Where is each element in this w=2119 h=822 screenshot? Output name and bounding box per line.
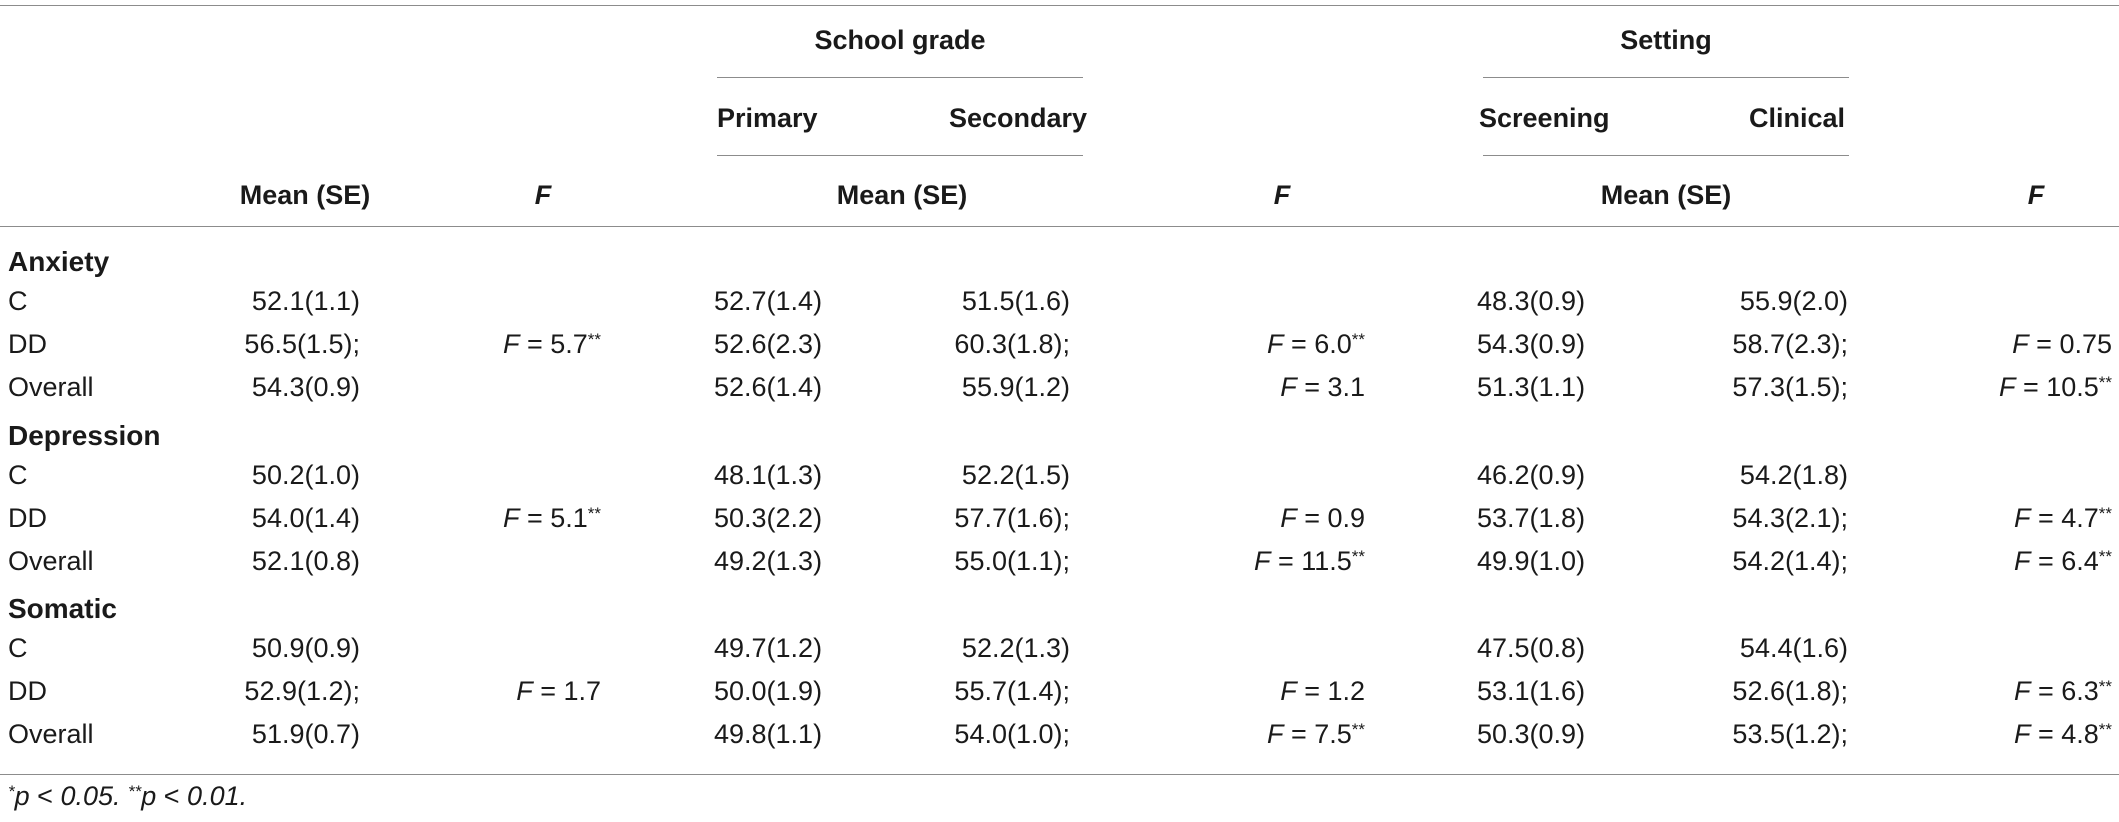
school-grade-rule [717, 77, 1083, 78]
cell-secondary: 55.7(1.4); [954, 676, 1070, 706]
cell-f3: F = 4.7** [2013, 503, 2112, 533]
cell-primary: 49.8(1.1) [714, 719, 823, 749]
header-f-overall: F [534, 180, 552, 210]
header-f-school: F [1273, 180, 1291, 210]
cell-f2: F = 6.0** [1266, 329, 1365, 359]
cell-mean: 54.0(1.4) [251, 503, 360, 533]
cell-primary: 52.7(1.4) [714, 286, 823, 316]
cell-primary: 50.0(1.9) [714, 676, 823, 706]
cell-screening: 46.2(0.9) [1477, 460, 1586, 490]
setting-rule [1483, 77, 1849, 78]
cell-clinical: 54.2(1.8) [1739, 460, 1848, 490]
subgroup-rule-setting [1483, 155, 1849, 156]
cell-secondary: 52.2(1.3) [961, 633, 1070, 663]
cell-clinical: 53.5(1.2); [1732, 719, 1848, 749]
cell-clinical: 57.3(1.5); [1732, 372, 1848, 402]
cell-label: DD [8, 329, 47, 359]
cell-mean: 54.3(0.9) [251, 372, 360, 402]
cell-f2: F = 0.9 [1280, 503, 1365, 533]
header-bottom-rule [0, 226, 2119, 227]
cell-clinical: 54.2(1.4); [1732, 546, 1848, 576]
cell-label: DD [8, 503, 47, 533]
subgroup-rule-school [717, 155, 1083, 156]
cell-clinical: 54.3(2.1); [1732, 503, 1848, 533]
cell-primary: 48.1(1.3) [714, 460, 823, 490]
cell-label: Overall [8, 719, 94, 749]
cell-label: DD [8, 676, 47, 706]
cell-secondary: 52.2(1.5) [961, 460, 1070, 490]
header-setting: Setting [1620, 25, 1712, 55]
cell-secondary: 55.9(1.2) [961, 372, 1070, 402]
header-screening: Screening [1479, 103, 1610, 133]
header-primary: Primary [717, 103, 818, 133]
top-rule [0, 5, 2119, 6]
footnote: *p < 0.05. **p < 0.01. [8, 781, 248, 811]
cell-f3: F = 6.4** [2013, 546, 2112, 576]
cell-mean: 56.5(1.5); [244, 329, 360, 359]
cell-screening: 53.1(1.6) [1477, 676, 1586, 706]
cell-primary: 52.6(2.3) [714, 329, 823, 359]
header-school-grade: School grade [814, 25, 986, 55]
cell-screening: 47.5(0.8) [1477, 633, 1586, 663]
cell-mean: 50.2(1.0) [251, 460, 360, 490]
cell-screening: 54.3(0.9) [1477, 329, 1586, 359]
cell-f2: F = 3.1 [1280, 372, 1365, 402]
cell-screening: 53.7(1.8) [1477, 503, 1586, 533]
cell-screening: 49.9(1.0) [1477, 546, 1586, 576]
cell-f2: F = 11.5** [1253, 546, 1365, 576]
cell-primary: 50.3(2.2) [714, 503, 823, 533]
section-heading-somatic: Somatic [8, 593, 117, 624]
cell-f2: F = 7.5** [1266, 719, 1365, 749]
cell-label: Overall [8, 546, 94, 576]
cell-primary: 52.6(1.4) [714, 372, 823, 402]
table-bottom-rule [0, 774, 2119, 775]
cell-secondary: 54.0(1.0); [954, 719, 1070, 749]
cell-f1: F = 1.7 [516, 676, 601, 706]
cell-primary: 49.2(1.3) [714, 546, 823, 576]
cell-mean: 50.9(0.9) [251, 633, 360, 663]
cell-f3: F = 6.3** [2013, 676, 2112, 706]
header-mean-se-overall: Mean (SE) [239, 180, 371, 210]
cell-f1: F = 5.1** [502, 503, 601, 533]
cell-clinical: 55.9(2.0) [1739, 286, 1848, 316]
cell-screening: 50.3(0.9) [1477, 719, 1586, 749]
cell-secondary: 55.0(1.1); [954, 546, 1070, 576]
cell-secondary: 57.7(1.6); [954, 503, 1070, 533]
cell-mean: 52.1(1.1) [251, 286, 360, 316]
cell-label: C [8, 286, 28, 316]
section-heading-depression: Depression [8, 420, 161, 451]
cell-f3: F = 0.75 [2012, 329, 2112, 359]
cell-f1: F = 5.7** [502, 329, 601, 359]
section-heading-anxiety: Anxiety [8, 246, 110, 277]
header-clinical: Clinical [1748, 103, 1845, 133]
cell-mean: 51.9(0.7) [251, 719, 360, 749]
header-f-setting: F [2027, 180, 2045, 210]
header-mean-se-school: Mean (SE) [836, 180, 968, 210]
cell-clinical: 54.4(1.6) [1739, 633, 1848, 663]
cell-clinical: 58.7(2.3); [1732, 329, 1848, 359]
cell-label: C [8, 460, 28, 490]
header-secondary: Secondary [948, 103, 1087, 133]
cell-secondary: 60.3(1.8); [954, 329, 1070, 359]
cell-primary: 49.7(1.2) [714, 633, 823, 663]
header-mean-se-setting: Mean (SE) [1600, 180, 1732, 210]
cell-f3: F = 4.8** [2013, 719, 2112, 749]
cell-screening: 48.3(0.9) [1477, 286, 1586, 316]
cell-mean: 52.1(0.8) [251, 546, 360, 576]
cell-mean: 52.9(1.2); [244, 676, 360, 706]
cell-f3: F = 10.5** [1998, 372, 2112, 402]
cell-screening: 51.3(1.1) [1477, 372, 1586, 402]
cell-secondary: 51.5(1.6) [961, 286, 1070, 316]
cell-label: Overall [8, 372, 94, 402]
cell-label: C [8, 633, 28, 663]
cell-f2: F = 1.2 [1280, 676, 1365, 706]
cell-clinical: 52.6(1.8); [1732, 676, 1848, 706]
